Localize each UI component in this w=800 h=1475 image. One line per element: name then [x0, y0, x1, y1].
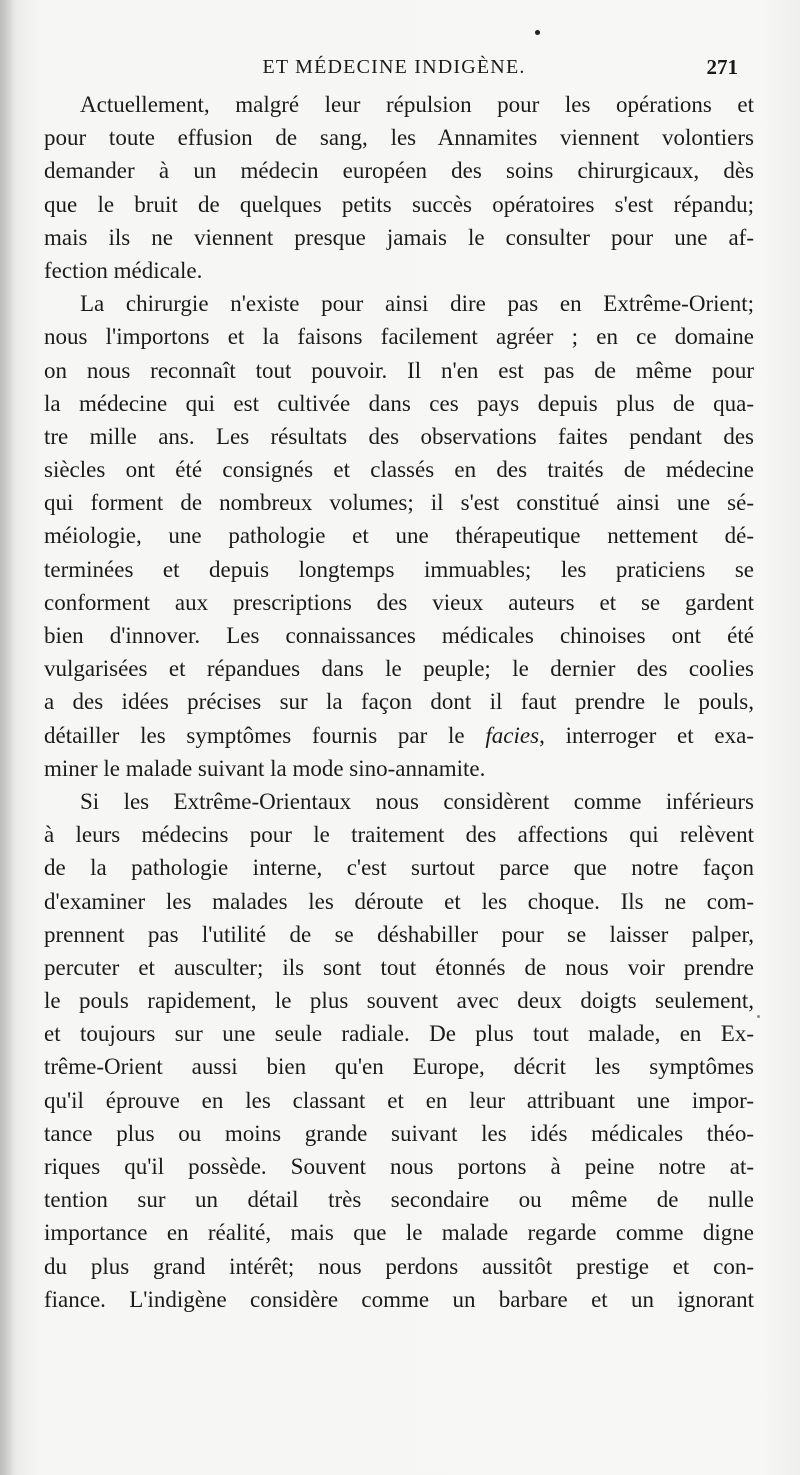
text-line: trême-Orient aussi bien qu'en Europe, décrit les symptômes	[44, 1054, 754, 1080]
text-line: d'examiner les malades les déroute et les choque. Ils ne com-	[44, 888, 754, 914]
text-line: siècles ont été consignés et classés en des traités de médecine	[44, 457, 754, 483]
page-gutter-shadow	[0, 0, 14, 1475]
text-line: fection médicale.	[44, 257, 203, 283]
text-line: vulgarisées et répandues dans le peuple; le dernier des coolies	[44, 656, 754, 682]
text-line: Actuellement, malgré leur répulsion pour les opérations et	[80, 92, 754, 117]
text-line: percuter et ausculter; ils sont tout étonnés de nous voir prendre	[44, 954, 754, 980]
text-line: qui forment de nombreux volumes; il s'est constitué ainsi une sé-	[44, 490, 754, 516]
text-line: méiologie, une pathologie et une thérapeutique nettement dé-	[44, 523, 754, 549]
text-line: détailler les symptômes fournis par le facies, interroger et exa-	[44, 722, 754, 748]
text-line: le pouls rapidement, le plus souvent avec deux doigts seulement,	[44, 988, 754, 1014]
print-speck	[757, 1015, 760, 1018]
text-line: Si les Extrême-Orientaux nous considèrent comme inférieurs	[80, 788, 754, 814]
body-text	[44, 88, 754, 1316]
page-header	[80, 52, 738, 82]
text-line: nous l'importons et la faisons facilement agréer ; en ce domaine	[44, 324, 754, 350]
page-number: 271	[706, 55, 738, 79]
text-line: La chirurgie n'existe pour ainsi dire pas en Extrême-Orient;	[80, 291, 754, 317]
text-line: tance plus ou moins grande suivant les idés médicales théo-	[44, 1120, 754, 1146]
text-line: tre mille ans. Les résultats des observations faites pendant des	[44, 423, 754, 449]
running-head: ET MÉDECINE INDIGÈNE.	[262, 56, 526, 78]
text-line: pour toute effusion de sang, les Annamites viennent volontiers	[44, 125, 754, 151]
text-line: bien d'innover. Les connaissances médicales chinoises ont été	[44, 623, 754, 648]
text-line: de la pathologie interne, c'est surtout parce que notre façon	[44, 855, 754, 881]
text-line: que le bruit de quelques petits succès opératoires s'est répandu;	[44, 191, 754, 217]
italic-word: facies	[485, 722, 540, 748]
text-line: prennent pas l'utilité de se déshabiller pour se laisser palper,	[44, 921, 754, 947]
text-line: riques qu'il possède. Souvent nous portons à peine notre at-	[44, 1154, 754, 1179]
text-line: qu'il éprouve en les classant et en leur attribuant une impor-	[44, 1087, 754, 1113]
text-line: tention sur un détail très secondaire ou même de nulle	[44, 1187, 754, 1213]
text-line: mais ils ne viennent presque jamais le consulter pour une af-	[44, 224, 754, 250]
text-line: on nous reconnaît tout pouvoir. Il n'en est pas de même pour	[44, 357, 754, 383]
text-line: a des idées précises sur la façon dont il faut prendre le pouls,	[44, 689, 754, 715]
text-line: fiance. L'indigène considère comme un barbare et un ignorant	[44, 1286, 754, 1312]
text-line: et toujours sur une seule radiale. De plus tout malade, en Ex-	[44, 1021, 754, 1047]
text-line: du plus grand intérêt; nous perdons aussitôt prestige et con-	[44, 1253, 754, 1279]
print-speck	[535, 30, 540, 35]
text-line: conforment aux prescriptions des vieux auteurs et se gardent	[44, 589, 754, 615]
text-line: la médecine qui est cultivée dans ces pays depuis plus de qua-	[44, 390, 754, 416]
text-line: à leurs médecins pour le traitement des affections qui relèvent	[44, 822, 754, 848]
text-line: demander à un médecin européen des soins chirurgicaux, dès	[44, 158, 754, 184]
text-line: importance en réalité, mais que le malade regarde comme digne	[44, 1220, 754, 1246]
text-line: miner le malade suivant la mode sino-annamite.	[44, 755, 486, 781]
text-line: terminées et depuis longtemps immuables; les praticiens se	[44, 556, 754, 582]
